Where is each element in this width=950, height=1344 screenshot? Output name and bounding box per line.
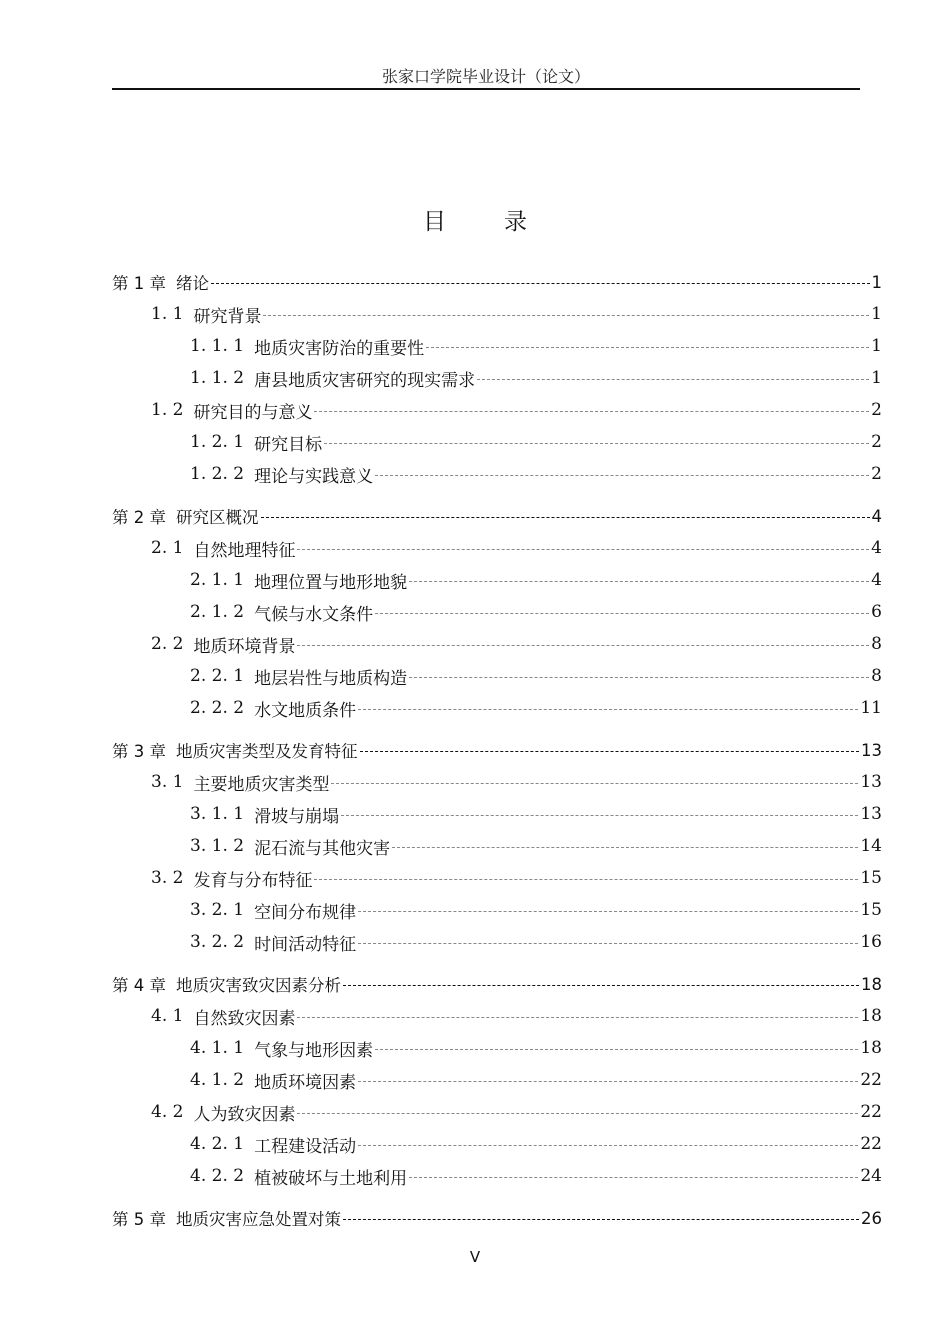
toc-entry-page: 15: [860, 900, 882, 920]
header-rule: [112, 88, 860, 90]
toc-entry-page: 4: [871, 570, 882, 590]
toc-entry-number: 4. 2: [151, 1102, 184, 1122]
toc-subsection-entry[interactable]: [112, 1128, 882, 1160]
toc-leader-line: [314, 879, 858, 880]
toc-entry-title: 地质灾害类型及发育特征: [176, 742, 358, 761]
toc-section-entry[interactable]: [112, 628, 882, 660]
toc-entry-page: 1: [871, 272, 882, 292]
toc-entry-title: 主要地质灾害类型: [193, 774, 330, 795]
toc-section-entry[interactable]: [112, 766, 882, 798]
toc-entry-title: 泥石流与其他灾害: [254, 838, 391, 859]
toc-chapter-entry[interactable]: [112, 266, 882, 298]
toc-leader-line: [358, 1081, 858, 1082]
toc-leader-line: [297, 549, 869, 550]
toc-leader-line: [360, 751, 860, 752]
toc-entry-number: 1. 2. 1: [190, 432, 245, 452]
toc-entry-page: 4: [871, 506, 882, 526]
toc-entry-title: 地层岩性与地质构造: [254, 668, 408, 689]
toc-entry-number: 3. 1. 2: [190, 836, 245, 856]
toc-entry-title: 地质灾害防治的重要性: [254, 338, 425, 359]
toc-leader-line: [358, 911, 858, 912]
toc-entry-title: 绪论: [176, 274, 209, 293]
toc-subsection-entry[interactable]: [112, 458, 882, 490]
toc-entry-page: 22: [860, 1070, 882, 1090]
toc-leader-line: [409, 677, 869, 678]
toc-entry-title: 滑坡与崩塌: [254, 806, 340, 827]
toc-entry-page: 22: [860, 1102, 882, 1122]
toc-subsection-entry[interactable]: [112, 596, 882, 628]
toc-entry-title: 地质环境背景: [193, 636, 296, 657]
toc-entry-number: 3. 2. 1: [190, 900, 245, 920]
toc-entry-title: 地理位置与地形地貌: [254, 572, 408, 593]
toc-entry-page: 8: [871, 634, 882, 654]
toc-leader-line: [375, 613, 869, 614]
toc-leader-line: [314, 411, 869, 412]
toc-chapter-entry[interactable]: [112, 500, 882, 532]
toc-entry-number: 1. 2. 2: [190, 464, 245, 484]
toc-entry-number: 第 4 章: [112, 976, 166, 995]
toc-entry-page: 18: [860, 1006, 882, 1026]
toc-subsection-entry[interactable]: [112, 894, 882, 926]
toc-leader-line: [358, 1145, 858, 1146]
toc-leader-line: [426, 347, 869, 348]
toc-leader-line: [375, 1049, 858, 1050]
toc-leader-line: [297, 1113, 858, 1114]
toc-section-entry[interactable]: [112, 298, 882, 330]
toc-entry-page: 18: [861, 974, 882, 994]
toc-leader-line: [324, 443, 869, 444]
toc-subsection-entry[interactable]: [112, 362, 882, 394]
toc-entry-number: 2. 1: [151, 538, 184, 558]
toc-section-entry[interactable]: [112, 862, 882, 894]
toc-entry-title: 研究目标: [254, 434, 323, 455]
toc-leader-line: [477, 379, 869, 380]
toc-entry-title: 水文地质条件: [254, 700, 357, 721]
toc-leader-line: [297, 1017, 858, 1018]
toc-entry-page: 4: [871, 538, 882, 558]
toc-entry-page: 8: [871, 666, 882, 686]
toc-entry-number: 2. 1. 2: [190, 602, 245, 622]
toc-entry-page: 13: [861, 740, 882, 760]
toc-entry-number: 2. 2. 2: [190, 698, 245, 718]
toc-entry-title: 人为致灾因素: [193, 1104, 296, 1125]
toc-leader-line: [343, 985, 859, 986]
toc-entry-page: 26: [861, 1208, 882, 1228]
toc-subsection-entry[interactable]: [112, 426, 882, 458]
toc-section-entry[interactable]: [112, 1096, 882, 1128]
toc-entry-title: 理论与实践意义: [254, 466, 374, 487]
toc-entry-number: 2. 2: [151, 634, 184, 654]
toc-subsection-entry[interactable]: [112, 1032, 882, 1064]
toc-entry-page: 14: [860, 836, 882, 856]
toc-entry-title: 气候与水文条件: [254, 604, 374, 625]
toc-leader-line: [263, 315, 869, 316]
toc-entry-number: 3. 1. 1: [190, 804, 245, 824]
toc-section-entry[interactable]: [112, 1000, 882, 1032]
toc-entry-title: 研究区概况: [176, 508, 259, 527]
toc-leader-line: [343, 1219, 859, 1220]
toc-leader-line: [409, 1177, 858, 1178]
toc-subsection-entry[interactable]: [112, 926, 882, 958]
toc-entry-number: 3. 1: [151, 772, 184, 792]
toc-entry-number: 2. 1. 1: [190, 570, 245, 590]
toc-entry-title: 自然地理特征: [193, 540, 296, 561]
toc-entry-page: 15: [860, 868, 882, 888]
toc-subsection-entry[interactable]: [112, 1160, 882, 1192]
toc-subsection-entry[interactable]: [112, 692, 882, 724]
toc-section-entry[interactable]: [112, 532, 882, 564]
toc-chapter-entry[interactable]: [112, 968, 882, 1000]
toc-entry-number: 第 1 章: [112, 274, 166, 293]
toc-entry-title: 唐县地质灾害研究的现实需求: [254, 370, 476, 391]
toc-entry-page: 24: [860, 1166, 882, 1186]
toc-leader-line: [331, 783, 858, 784]
toc-leader-line: [341, 815, 858, 816]
toc-subsection-entry[interactable]: [112, 830, 882, 862]
toc-subsection-entry[interactable]: [112, 1064, 882, 1096]
toc-entry-page: 13: [860, 804, 882, 824]
toc-entry-number: 3. 2. 2: [190, 932, 245, 952]
toc-entry-title: 研究背景: [193, 306, 262, 327]
toc-entry-number: 1. 1. 1: [190, 336, 245, 356]
toc-entry-number: 1. 2: [151, 400, 184, 420]
toc-entry-title: 空间分布规律: [254, 902, 357, 923]
toc-entry-title: 地质灾害应急处置对策: [176, 1210, 341, 1229]
toc-entry-page: 1: [871, 368, 882, 388]
toc-entry-title: 地质灾害致灾因素分析: [176, 976, 341, 995]
toc-entry-number: 4. 1. 2: [190, 1070, 245, 1090]
toc-section-entry[interactable]: [112, 394, 882, 426]
toc-entry-number: 4. 1. 1: [190, 1038, 245, 1058]
toc-entry-title: 时间活动特征: [254, 934, 357, 955]
toc-entry-page: 2: [871, 432, 882, 452]
toc-entry-page: 16: [860, 932, 882, 952]
toc-entry-number: 1. 1: [151, 304, 184, 324]
toc-entry-number: 第 5 章: [112, 1210, 166, 1229]
toc-leader-line: [358, 709, 858, 710]
toc-leader-line: [392, 847, 858, 848]
toc-leader-line: [375, 475, 869, 476]
toc-entry-number: 第 3 章: [112, 742, 166, 761]
toc-entry-number: 4. 2. 1: [190, 1134, 245, 1154]
toc-chapter-entry[interactable]: [112, 734, 882, 766]
toc-leader-line: [211, 283, 870, 284]
toc-entry-title: 地质环境因素: [254, 1072, 357, 1093]
toc-leader-line: [409, 581, 869, 582]
toc-title: 目录: [423, 209, 585, 235]
page-number: V: [469, 1248, 481, 1266]
toc-entry-title: 工程建设活动: [254, 1136, 357, 1157]
toc-entry-page: 22: [860, 1134, 882, 1154]
toc-entry-page: 18: [860, 1038, 882, 1058]
toc-subsection-entry[interactable]: [112, 564, 882, 596]
toc-entry-page: 13: [860, 772, 882, 792]
toc-entry-title: 植被破坏与土地利用: [254, 1168, 408, 1189]
toc-subsection-entry[interactable]: [112, 798, 882, 830]
toc-leader-line: [261, 517, 870, 518]
toc-entry-page: 11: [860, 698, 882, 718]
toc-entry-page: 2: [871, 464, 882, 484]
toc-subsection-entry[interactable]: [112, 660, 882, 692]
toc-entry-number: 第 2 章: [112, 508, 166, 527]
toc-chapter-entry[interactable]: [112, 1202, 882, 1234]
toc-entry-title: 研究目的与意义: [193, 402, 313, 423]
page-header: 张家口学院毕业设计（论文）: [381, 67, 590, 86]
toc-entry-number: 1. 1. 2: [190, 368, 245, 388]
toc-entry-number: 3. 2: [151, 868, 184, 888]
toc-entry-page: 1: [871, 336, 882, 356]
toc-entry-number: 2. 2. 1: [190, 666, 245, 686]
toc-entry-page: 1: [871, 304, 882, 324]
toc-entry-page: 2: [871, 400, 882, 420]
toc-leader-line: [297, 645, 869, 646]
toc-entry-title: 发育与分布特征: [193, 870, 313, 891]
toc-entry-page: 6: [871, 602, 882, 622]
toc-leader-line: [358, 943, 858, 944]
toc-entry-title: 自然致灾因素: [193, 1008, 296, 1029]
toc-entry-number: 4. 2. 2: [190, 1166, 245, 1186]
toc-entry-number: 4. 1: [151, 1006, 184, 1026]
toc-entry-title: 气象与地形因素: [254, 1040, 374, 1061]
toc-subsection-entry[interactable]: [112, 330, 882, 362]
